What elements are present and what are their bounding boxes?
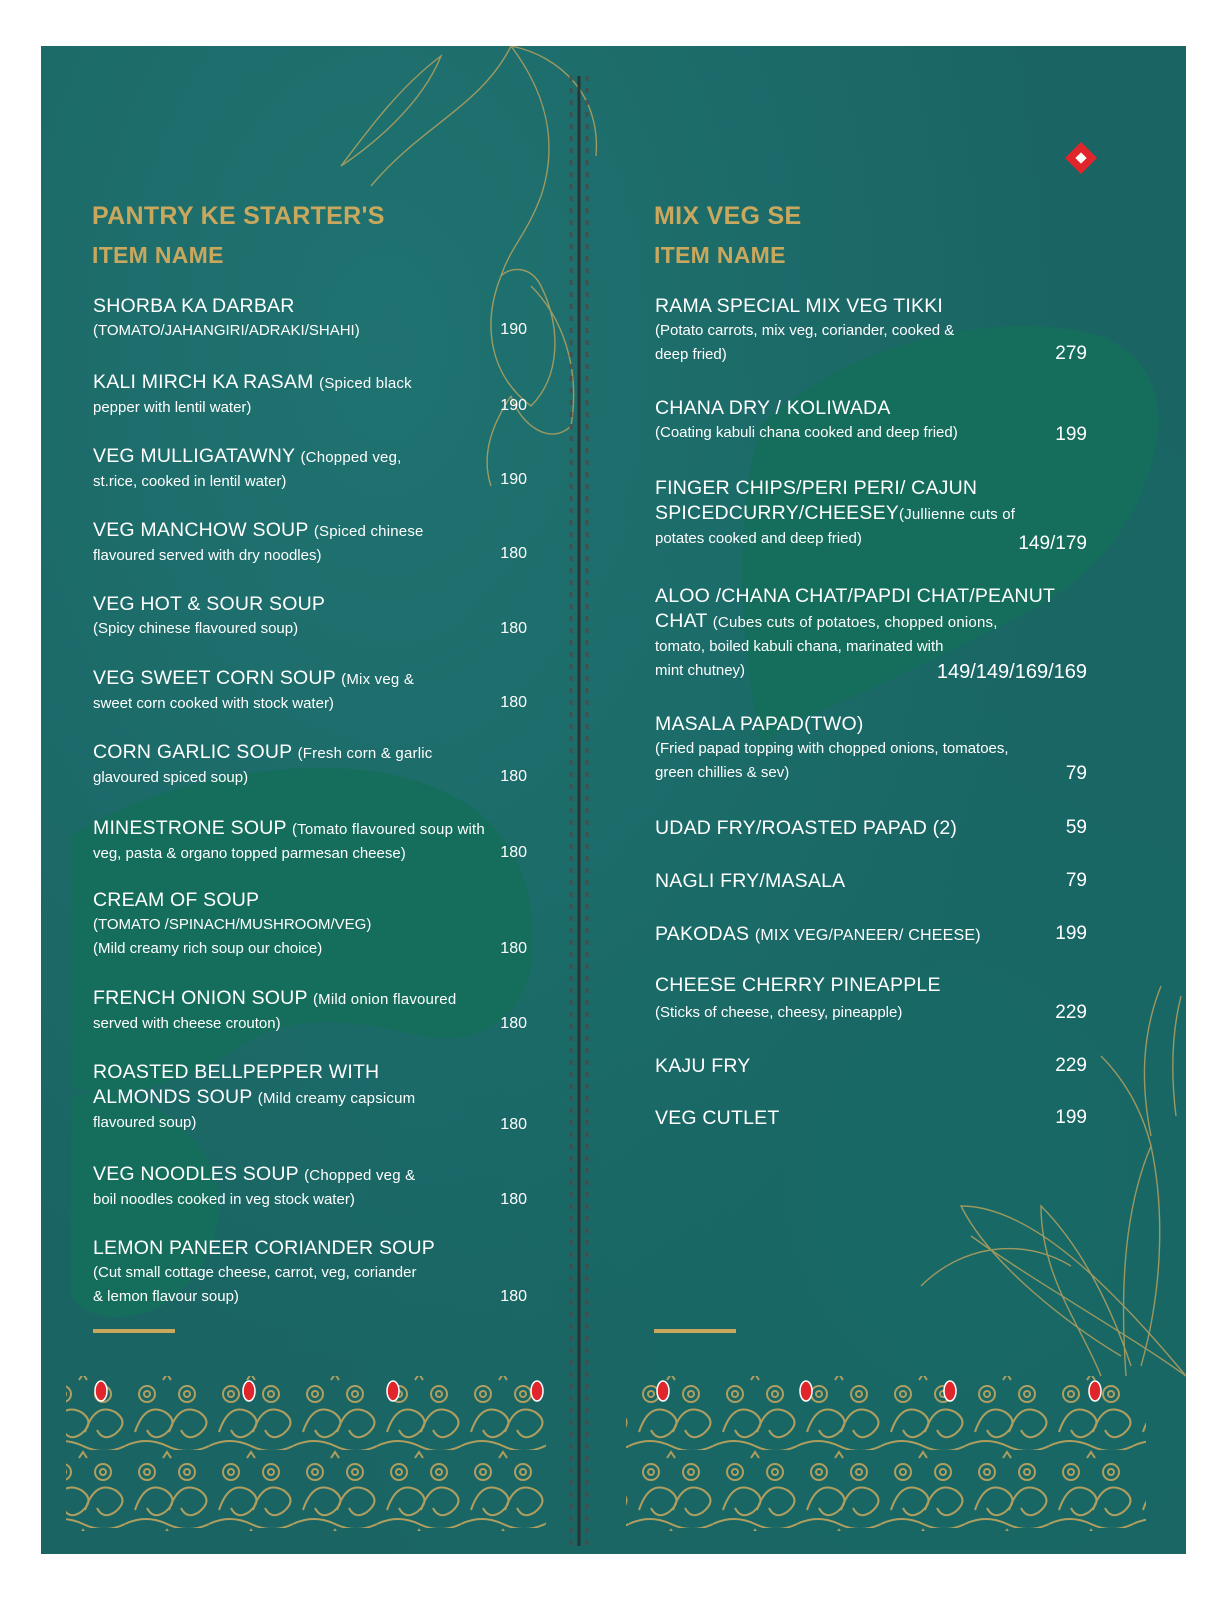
- item-price: 229: [1055, 1002, 1087, 1023]
- left-section-title: PANTRY KE STARTER'S: [92, 202, 385, 230]
- menu-item: [655, 1054, 1035, 1079]
- item-desc: flavoured served with dry noodles): [93, 547, 322, 564]
- item-name-line2: CHAT: [655, 610, 708, 632]
- item-desc: mint chutney): [655, 662, 746, 679]
- item-price: 149/179: [1018, 533, 1087, 554]
- menu-item: [93, 518, 533, 568]
- item-price: 180: [500, 545, 527, 562]
- item-name: NAGLI FRY/MASALA: [655, 870, 846, 892]
- menu-item: [93, 888, 533, 961]
- item-desc: (Mix veg &: [341, 671, 415, 688]
- item-desc: (Tomato flavoured soup with: [291, 821, 485, 838]
- item-desc: boil noodles cooked in veg stock water): [93, 1191, 355, 1208]
- spiral-binding: [571, 76, 587, 1546]
- gold-paisley-border-left: [66, 1376, 546, 1531]
- item-price: 79: [1065, 870, 1087, 891]
- menu-item: [93, 294, 533, 343]
- item-name: FRENCH ONION SOUP: [93, 987, 308, 1009]
- item-desc: (Mild creamy rich soup our choice): [93, 940, 323, 957]
- item-name: VEG MULLIGATAWNY: [93, 445, 295, 467]
- item-name: ALOO /CHANA CHAT/PAPDI CHAT/PEANUT: [655, 585, 1056, 607]
- item-price: 229: [1055, 1055, 1087, 1076]
- menu-item: [93, 592, 533, 641]
- gold-divider-right: [654, 1329, 736, 1333]
- menu-item: [655, 816, 1035, 841]
- item-desc: st.rice, cooked in lentil water): [93, 473, 287, 490]
- item-name: ROASTED BELLPEPPER WITH: [93, 1061, 380, 1083]
- item-desc: (Cubes cuts of potatoes, chopped onions,: [712, 614, 998, 631]
- item-price: 199: [1055, 1107, 1087, 1128]
- item-desc: (Chopped veg,: [300, 449, 402, 466]
- item-desc: & lemon flavour soup): [93, 1288, 239, 1305]
- item-price: 180: [500, 1288, 527, 1305]
- item-desc: (Jullienne cuts of: [899, 506, 1016, 523]
- item-desc: served with cheese crouton): [93, 1015, 281, 1032]
- menu-item: [93, 740, 533, 790]
- item-price: 59: [1065, 817, 1087, 838]
- item-name: SHORBA KA DARBAR: [93, 295, 295, 317]
- item-name: MINESTRONE SOUP: [93, 817, 287, 839]
- item-name: FINGER CHIPS/PERI PERI/ CAJUN: [655, 477, 978, 499]
- gold-flower-top: [341, 46, 596, 486]
- item-desc: (TOMATO /SPINACH/MUSHROOM/VEG): [93, 916, 372, 933]
- item-desc: (MIX VEG/PANEER/ CHEESE): [754, 927, 981, 944]
- item-price: 190: [500, 397, 527, 414]
- menu-item: [93, 370, 533, 420]
- item-price: 180: [500, 694, 527, 711]
- right-column-header: ITEM NAME: [654, 242, 786, 268]
- item-name: UDAD FRY/ROASTED PAPAD (2): [655, 817, 958, 839]
- left-column-header: ITEM NAME: [92, 242, 224, 268]
- item-name: KAJU FRY: [655, 1055, 751, 1077]
- menu-item: [93, 986, 533, 1036]
- item-desc: veg, pasta & organo topped parmesan cheese): [93, 845, 406, 862]
- item-desc: deep fried): [655, 346, 727, 363]
- menu-item: [655, 294, 1035, 367]
- item-desc: flavoured soup): [93, 1114, 197, 1131]
- item-name: CREAM OF SOUP: [93, 889, 260, 911]
- item-desc: (Chopped veg &: [304, 1167, 416, 1184]
- item-desc: pepper with lentil water): [93, 399, 252, 416]
- item-desc: (Coating kabuli chana cooked and deep fried): [655, 424, 958, 441]
- menu-item: [93, 444, 533, 494]
- item-name: CORN GARLIC SOUP: [93, 741, 292, 763]
- item-name: VEG MANCHOW SOUP: [93, 519, 309, 541]
- item-desc: (Cut small cottage cheese, carrot, veg, coriander: [93, 1264, 417, 1281]
- item-price: 199: [1055, 424, 1087, 445]
- item-price: 180: [500, 1116, 527, 1133]
- item-price: 190: [500, 321, 527, 338]
- item-desc: (Spicy chinese flavoured soup): [93, 620, 299, 637]
- item-name: CHEESE CHERRY PINEAPPLE: [655, 974, 941, 996]
- item-name: VEG SWEET CORN SOUP: [93, 667, 336, 689]
- item-name: RAMA SPECIAL MIX VEG TIKKI: [655, 295, 944, 317]
- item-desc: (Spiced black: [319, 375, 412, 392]
- item-price: 279: [1055, 343, 1087, 364]
- item-name: VEG HOT & SOUR SOUP: [93, 593, 326, 615]
- item-name: KALI MIRCH KA RASAM: [93, 371, 314, 393]
- item-name: VEG CUTLET: [655, 1107, 780, 1129]
- item-name: PAKODAS: [655, 923, 750, 945]
- item-price: 180: [500, 620, 527, 637]
- item-desc: (Potato carrots, mix veg, coriander, cooked &: [655, 322, 955, 339]
- menu-card: [41, 46, 1186, 1554]
- item-desc: glavoured spiced soup): [93, 769, 249, 786]
- item-desc: tomato, boiled kabuli chana, marinated with: [655, 638, 944, 655]
- gold-paisley-border-right: [626, 1376, 1146, 1531]
- item-price: 190: [500, 471, 527, 488]
- item-name: CHANA DRY / KOLIWADA: [655, 397, 891, 419]
- right-section-title: MIX VEG SE: [654, 202, 802, 230]
- decorative-artwork: [41, 46, 1186, 1554]
- menu-item: [655, 869, 1035, 894]
- item-desc: sweet corn cooked with stock water): [93, 695, 334, 712]
- item-desc: (Spiced chinese: [313, 523, 424, 540]
- item-desc: green chillies & sev): [655, 764, 790, 781]
- item-price: 199: [1055, 923, 1087, 944]
- menu-item: [93, 666, 533, 716]
- item-price: 180: [500, 768, 527, 785]
- item-price: 180: [500, 844, 527, 861]
- item-name-line2: SPICEDCURRY/CHEESEY: [655, 502, 899, 524]
- item-name: MASALA PAPAD(TWO): [655, 713, 864, 735]
- item-desc: (Fresh corn & garlic: [297, 745, 433, 762]
- gold-divider-left: [93, 1329, 175, 1333]
- item-desc: (TOMATO/JAHANGIRI/ADRAKI/SHAHI): [93, 322, 360, 339]
- item-desc: (Mild onion flavoured: [312, 991, 457, 1008]
- item-desc: (Mild creamy capsicum: [257, 1090, 416, 1107]
- item-price: 180: [500, 1191, 527, 1208]
- item-name-line2: ALMONDS SOUP: [93, 1086, 253, 1108]
- item-desc: (Fried papad topping with chopped onions, tomatoes,: [655, 740, 1009, 757]
- menu-item: [93, 816, 533, 866]
- red-diamond-logo-icon: [1065, 142, 1097, 174]
- gold-flower-bottom: [921, 986, 1186, 1376]
- item-price: 79: [1065, 763, 1087, 784]
- item-name: LEMON PANEER CORIANDER SOUP: [93, 1237, 436, 1259]
- item-price: 149/149/169/169: [936, 661, 1087, 683]
- item-price: 180: [500, 1015, 527, 1032]
- item-desc: (Sticks of cheese, cheesy, pineapple): [655, 1004, 903, 1021]
- item-name: VEG NOODLES SOUP: [93, 1163, 299, 1185]
- menu-item: [655, 1106, 1035, 1131]
- item-price: 180: [500, 940, 527, 957]
- menu-item: [93, 1162, 533, 1212]
- item-desc: potates cooked and deep fried): [655, 530, 862, 547]
